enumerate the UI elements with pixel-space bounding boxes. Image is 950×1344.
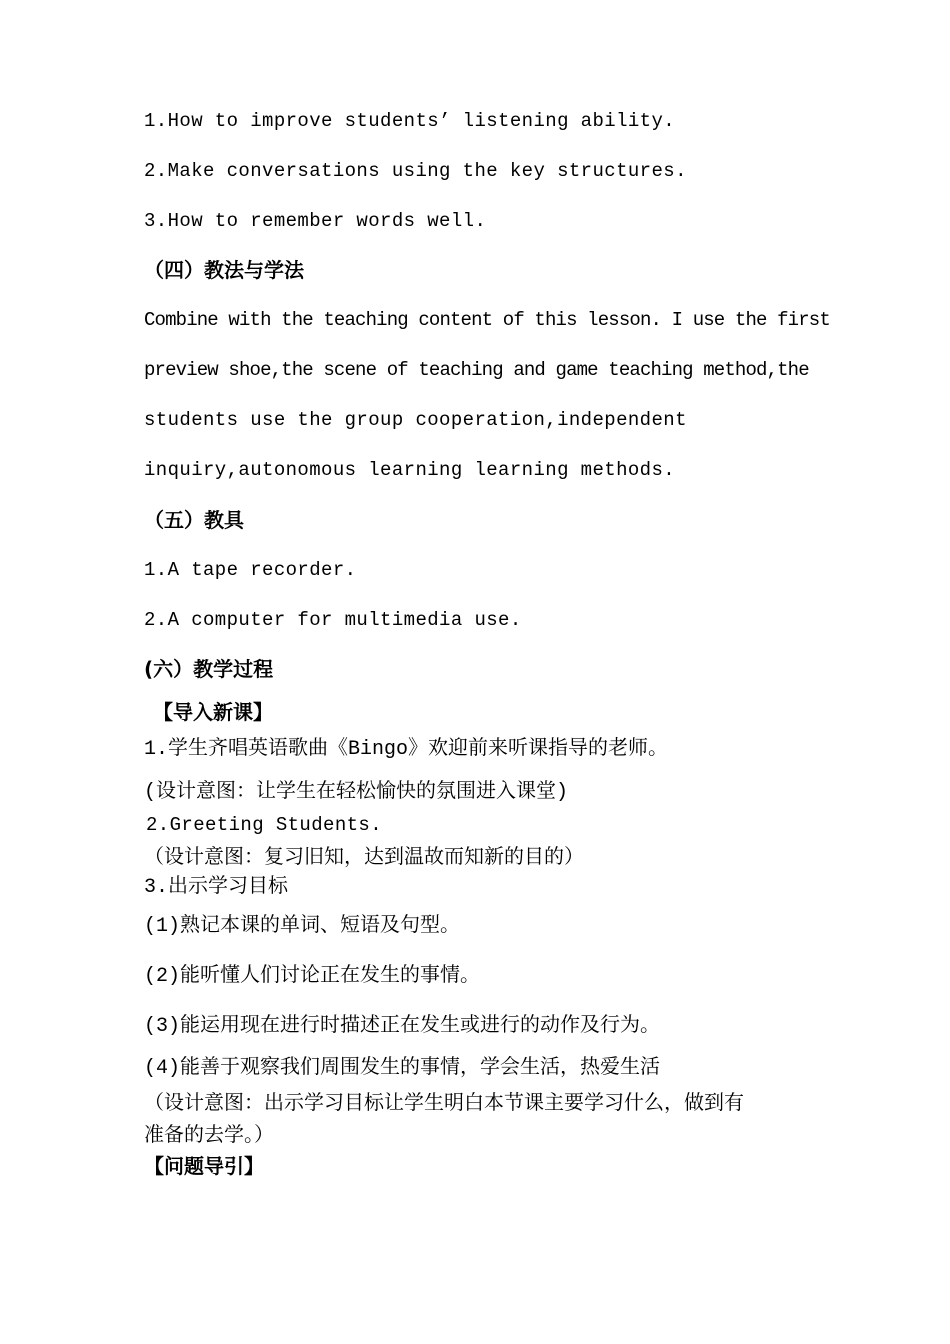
aids-item-1: 1.A tape recorder. (144, 559, 357, 581)
intro-line-10: （设计意图：出示学习目标让学生明白本节课主要学习什么，做到有 (144, 1090, 744, 1114)
methods-line-1: Combine with the teaching content of this lesson. I use the first (144, 309, 830, 331)
intro-line-8: (3)能运用现在进行时描述正在发生或进行的动作及行为。 (144, 1015, 661, 1038)
intro-line-6: (1)熟记本课的单词、短语及句型。 (144, 915, 461, 938)
intro-line-3: 2.Greeting Students. (146, 814, 383, 836)
intro-line-11: 准备的去学。） (144, 1122, 274, 1146)
objective-item-1: 1.How to improve students’ listening ability. (144, 110, 676, 132)
methods-line-3: students use the group cooperation,independent (144, 409, 687, 431)
objective-item-2: 2.Make conversations using the key structures. (144, 160, 687, 182)
intro-line-9: (4)能善于观察我们周围发生的事情，学会生活，热爱生活 (144, 1057, 661, 1080)
intro-line-7: (2)能听懂人们讨论正在发生的事情。 (144, 965, 481, 988)
aids-item-2: 2.A computer for multimedia use. (144, 609, 522, 631)
subheading-intro: 【导入新课】 (153, 700, 273, 724)
methods-line-2: preview shoe,the scene of teaching and game teaching method,the (144, 359, 809, 381)
subheading-question-guide: 【问题导引】 (144, 1154, 264, 1178)
methods-line-4: inquiry,autonomous learning learning methods. (144, 459, 676, 481)
objective-item-3: 3.How to remember words well. (144, 210, 487, 232)
intro-line-2: (设计意图：让学生在轻松愉快的氛围进入课堂) (144, 781, 569, 804)
intro-line-1: 1.学生齐唱英语歌曲《Bingo》欢迎前来听课指导的老师。 (144, 738, 669, 761)
intro-line-5: 3.出示学习目标 (144, 876, 289, 899)
section-heading-methods: （四）教法与学法 (144, 258, 304, 282)
section-heading-aids: （五）教具 (144, 508, 244, 532)
intro-line-4: （设计意图：复习旧知，达到温故而知新的目的） (144, 844, 584, 868)
section-heading-process: (六）教学过程 (144, 657, 274, 681)
